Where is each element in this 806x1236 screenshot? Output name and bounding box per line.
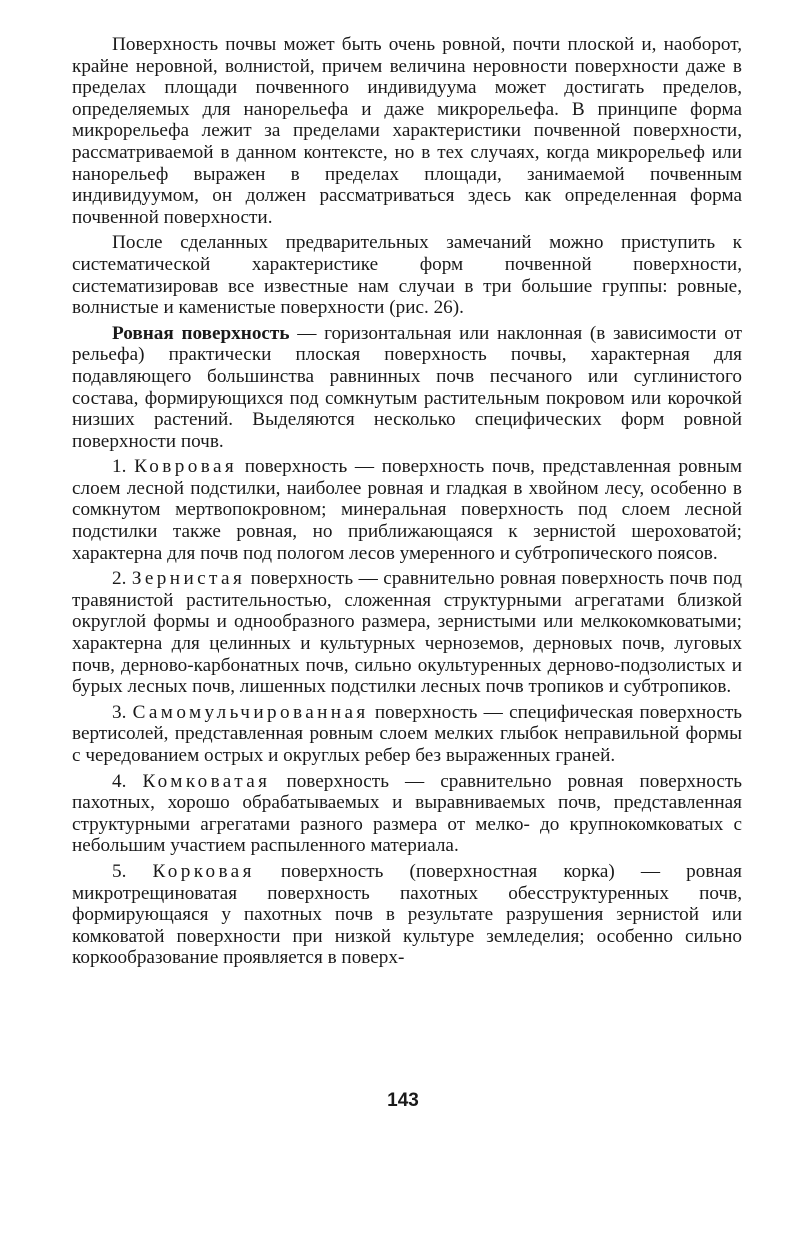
item-text: поверхность — специфическая поверхность вертисолей, представленная ровным слоем мелких глыбок неправильной формы с чередованием острых и округлых ребер без выраженных граней.: [72, 701, 742, 766]
item-text: поверхность — поверхность почв, представленная ровным слоем лесной подстилки, наиболее ровная и гладкая в хвойном лесу, особенно в сомкнутом мертвопокровном; минеральная поверхность под слоем лесной подстилки также ровная, но приближающаяся к зернистой шероховатой; характерна для почв под пологом лесов умеренного и субтропического поясов.: [72, 456, 743, 564]
paragraph-flat-surface: [72, 323, 742, 453]
item-text: поверхность — сравнительно ровная поверхность почв под травянистой растительностью, сложенная структурными агрегатами близкой округлой формы и однообразного размера, зернистыми или мелкокомковатыми; характерна для целинных и культурных черноземов, дерновых почв, луговых почв, дерново-карбонатных почв, сильно окультуренных дерново-подзолистых и бурых лесных почв, лишенных подстилки лесных почв тропиков и субтропиков.: [72, 568, 742, 698]
item-number: 3.: [112, 701, 133, 723]
list-item-self-mulching-surface: [72, 702, 742, 767]
term-flat-surface: Ровная поверхность: [112, 322, 290, 344]
paragraph-text: — горизонтальная или наклонная (в зависимости от рельефа) практически плоская поверхность почвы, характерная для подавляющего большинства равнинных почв песчаного или суглинистого состава, формирующихся под сомкнутым растительным покровом или корочкой низших растений. Выделяются несколько специфических форм ровной поверхности почв.: [72, 322, 742, 452]
page-body: [72, 34, 742, 973]
term-self-mulching: Самомульчированная: [132, 701, 369, 723]
item-number: 1.: [112, 456, 135, 478]
paragraph-text: После сделанных предварительных замечаний можно приступить к систематической характеристике форм почвенной поверхности, систематизировав все известные нам случаи в три большие группы: ровные, волнистые и каменистые поверхности (рис. 26).: [72, 232, 742, 319]
list-item-carpet-surface: [72, 456, 742, 564]
term-carpet: Ковровая: [134, 456, 238, 478]
paragraph-surface-intro: [72, 34, 742, 228]
list-item-granular-surface: [72, 568, 742, 698]
paragraph-text: Поверхность почвы может быть очень ровной, почти плоской и, наоборот, крайне неровной, волнистой, причем величина неровности поверхности даже в пределах площади почвенного индивидуума может достигать пределов, определяемых для нанорельефа и даже микрорельефа. В принципе форма микрорельефа лежит за пределами характеристики почвенной поверхности, рассматриваемой в данном контексте, но в тех случаях, когда микрорельеф или нанорельеф выражен в пределах площади, занимаемой почвенным индивидуумом, он должен рассматриваться здесь как определенная форма почвенной поверхности.: [72, 34, 742, 228]
item-number: 2.: [112, 568, 132, 590]
item-number: 4.: [112, 770, 143, 792]
term-crust: Корковая: [152, 860, 255, 882]
term-granular: Зернистая: [131, 568, 246, 590]
item-text: поверхность — сравнительно ровная поверхность пахотных, хорошо обрабатываемых и выравниваемых почв, представленная структурными агрегатами разного размера от мелко- до крупнокомковатых с небольшим участием распыленного материала.: [72, 770, 742, 857]
term-cloddy: Комковатая: [142, 770, 271, 792]
item-text: поверхность (поверхностная корка) — ровная микротрещиноватая поверхность пахотных обесструктуренных почв, формирующаяся у пахотных почв в результате разрушения зернистой или комковатой поверхности при низкой культуре земледелия; особенно сильно коркообразование проявляется в поверх-: [72, 860, 743, 969]
item-number: 5.: [112, 860, 153, 882]
page-number: 143: [387, 1090, 419, 1111]
list-item-cloddy-surface: [72, 771, 742, 857]
list-item-crust-surface: [72, 861, 742, 969]
paragraph-systematization: [72, 232, 742, 318]
